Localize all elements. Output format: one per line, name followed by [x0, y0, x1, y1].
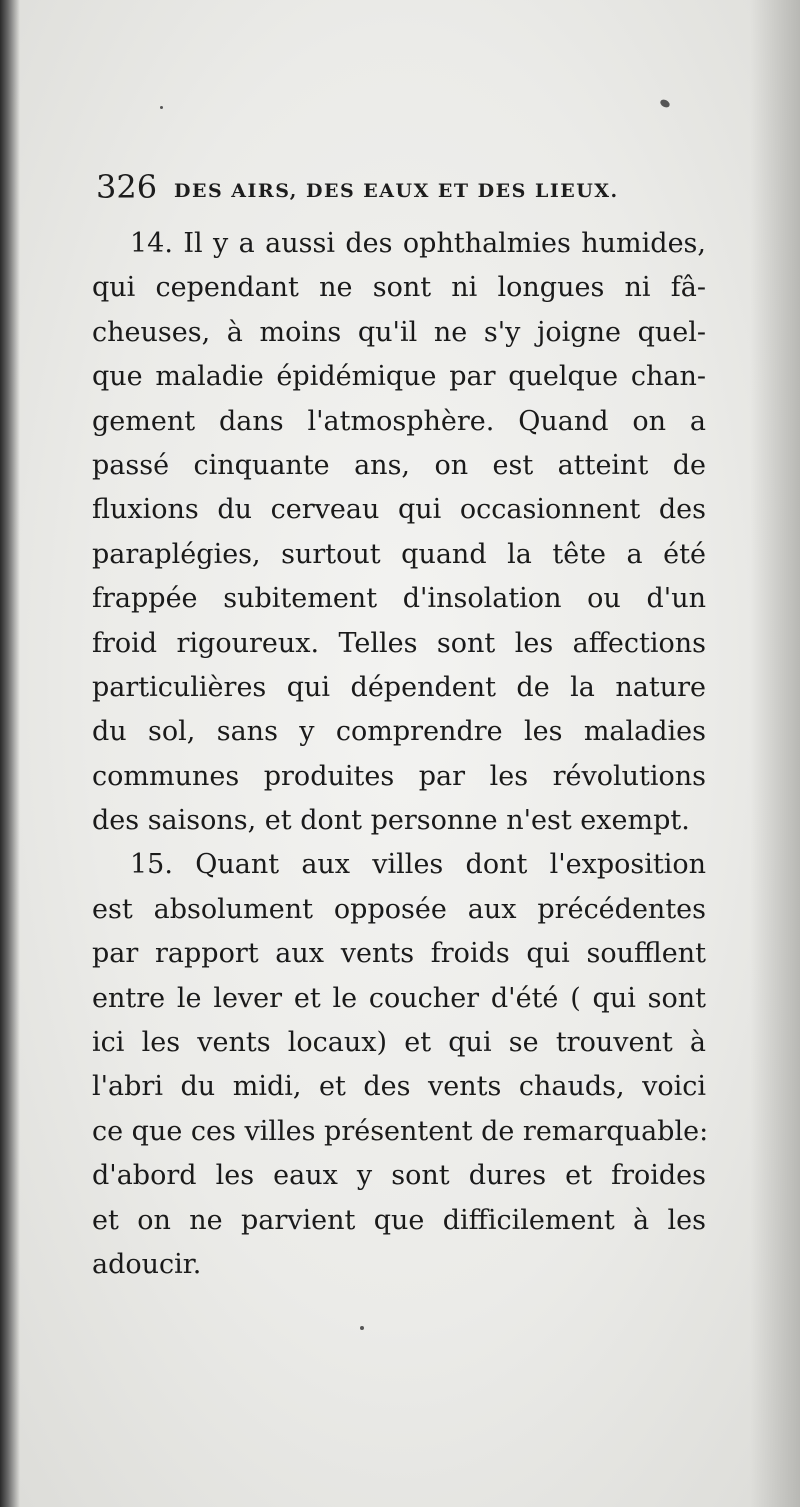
text-line: particulières qui dépendent de la nature — [92, 671, 706, 703]
text-line: frappée subitement d'insolation ou d'un — [92, 583, 706, 615]
paragraph-15-first-line: 15. Quant aux villes dont l'exposition — [130, 849, 706, 881]
paragraph-15-last-line: adoucir. — [92, 1248, 202, 1280]
text-line: entre le lever et le coucher d'été ( qui sont — [92, 982, 706, 1014]
running-head — [96, 168, 696, 212]
paragraph-14-last-line: des saisons, et dont personne n'est exempt. — [92, 805, 690, 837]
text-line: communes produites par les révolutions — [92, 760, 706, 792]
paper-speck — [659, 98, 671, 109]
running-head-title: DES AIRS, DES EAUX ET DES LIEUX. — [174, 180, 619, 202]
text-line: ici les vents locaux) et qui se trouvent à — [92, 1027, 706, 1059]
text-line: gement dans l'atmosphère. Quand on a — [92, 405, 706, 437]
body-text — [92, 222, 709, 1287]
text-line: froid rigoureux. Telles sont les affections — [92, 627, 706, 659]
page-edge-shadow — [750, 0, 800, 1507]
text-line: et on ne parvient que difficilement à les — [92, 1204, 706, 1236]
text-line: passé cinquante ans, on est atteint de — [92, 449, 706, 481]
text-line: paraplégies, surtout quand la tête a été — [92, 538, 706, 570]
text-line: fluxions du cerveau qui occasionnent des — [92, 494, 706, 526]
paper-speck — [160, 106, 163, 109]
text-line: l'abri du midi, et des vents chauds, voici — [92, 1071, 706, 1103]
text-line: cheuses, à moins qu'il ne s'y joigne quel- — [92, 316, 706, 348]
text-line: par rapport aux vents froids qui soufflent — [92, 938, 706, 970]
text-line: qui cependant ne sont ni longues ni fâ- — [92, 272, 706, 304]
page-number: 326 — [96, 168, 158, 206]
text-line: du sol, sans y comprendre les maladies — [92, 716, 706, 748]
paper-speck — [360, 1326, 364, 1330]
paragraph-14-first-line: 14. Il y a aussi des ophthalmies humides, — [130, 228, 706, 259]
text-line: ce que ces villes présentent de remarquable: — [92, 1115, 709, 1147]
text-line: que maladie épidémique par quelque chan- — [92, 361, 706, 393]
text-line: est absolument opposée aux précédentes — [92, 893, 706, 925]
page-gutter-shadow — [0, 0, 20, 1507]
text-line: d'abord les eaux y sont dures et froides — [92, 1160, 706, 1192]
